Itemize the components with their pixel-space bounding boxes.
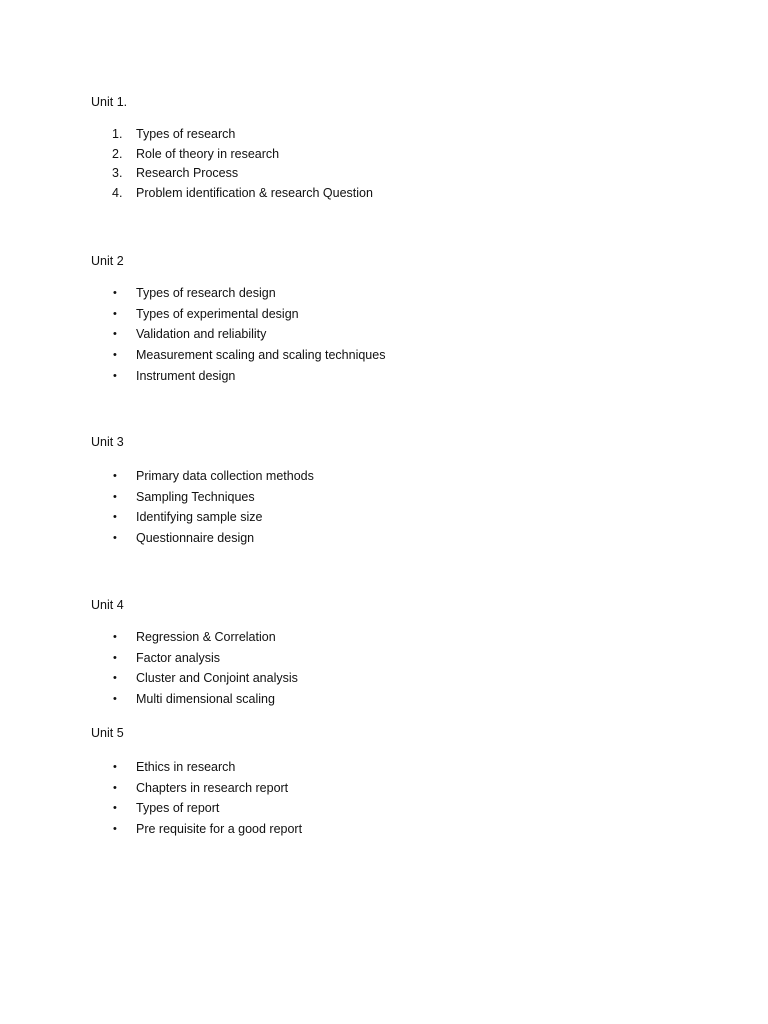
- bullet-icon: •: [113, 349, 117, 362]
- list-number: 3.: [112, 166, 123, 181]
- unit-1-heading: Unit 1.: [91, 95, 128, 109]
- bullet-icon: •: [113, 802, 117, 815]
- list-item-text: Research Process: [136, 166, 239, 181]
- list-item-text: Types of report: [136, 801, 220, 816]
- bullet-icon: •: [113, 328, 117, 341]
- bullet-icon: •: [113, 369, 117, 382]
- list-item-text: Sampling Techniques: [136, 489, 255, 504]
- list-item-text: Cluster and Conjoint analysis: [136, 671, 298, 686]
- list-item-text: Pre requisite for a good report: [136, 822, 303, 837]
- list-number: 1.: [112, 127, 123, 141]
- bullet-icon: •: [113, 672, 117, 685]
- list-item-text: Multi dimensional scaling: [136, 692, 275, 707]
- bullet-icon: •: [113, 761, 117, 773]
- list-item-text: Identifying sample size: [136, 510, 263, 525]
- unit-4-heading: Unit 4: [91, 598, 124, 612]
- bullet-icon: •: [113, 511, 117, 524]
- list-item-text: Problem identification & research Question: [136, 186, 373, 201]
- list-item-text: Chapters in research report: [136, 780, 289, 795]
- list-item-text: Types of experimental design: [136, 306, 299, 321]
- unit-2-heading: Unit 2: [91, 254, 124, 268]
- list-item-text: Instrument design: [136, 368, 236, 383]
- list-item-text: Measurement scaling and scaling techniques: [136, 348, 386, 363]
- list-item-text: Regression & Correlation: [136, 630, 276, 644]
- list-item-text: Primary data collection methods: [136, 469, 314, 483]
- unit-3-heading: Unit 3: [91, 435, 124, 449]
- bullet-icon: •: [113, 307, 117, 320]
- bullet-icon: •: [113, 470, 117, 482]
- bullet-icon: •: [113, 532, 117, 545]
- list-item-text: Role of theory in research: [136, 146, 280, 161]
- list-item-text: Questionnaire design: [136, 531, 255, 546]
- list-item-text: Types of research: [136, 127, 236, 141]
- bullet-icon: •: [113, 631, 117, 643]
- list-item-text: Ethics in research: [136, 760, 236, 774]
- unit-5-heading: Unit 5: [91, 726, 124, 740]
- list-item-text: Validation and reliability: [136, 327, 267, 342]
- list-number: 2.: [112, 146, 123, 161]
- bullet-icon: •: [113, 781, 117, 794]
- list-item-text: Types of research design: [136, 286, 276, 300]
- bullet-icon: •: [113, 651, 117, 664]
- list-number: 4.: [112, 186, 123, 201]
- list-item-text: Factor analysis: [136, 650, 221, 665]
- bullet-icon: •: [113, 287, 117, 299]
- bullet-icon: •: [113, 490, 117, 503]
- bullet-icon: •: [113, 693, 117, 706]
- bullet-icon: •: [113, 823, 117, 836]
